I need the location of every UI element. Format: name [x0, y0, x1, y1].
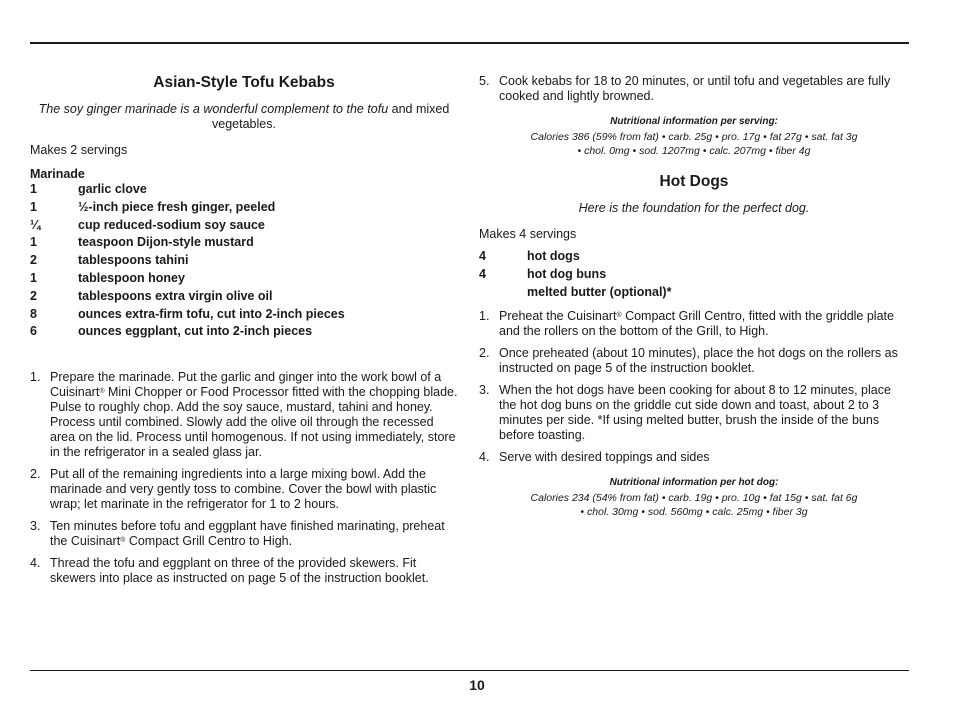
- step-text-part: Compact Grill Centro, fitted with the griddle plate and the rollers on the bottom of the Grill, to High.: [499, 309, 894, 339]
- nutrition-line: Calories 234 (54% from fat) • carb. 19g • pro. 10g • fat 15g • sat. fat 6g: [530, 492, 858, 505]
- ingredient-row: [30, 234, 458, 252]
- instruction-step: [30, 556, 458, 586]
- servings-text: Makes 2 servings: [30, 143, 128, 157]
- ingredient-item: tablespoon honey: [78, 270, 185, 285]
- ingredient-item: garlic clove: [78, 182, 147, 196]
- instruction-step: [479, 383, 909, 443]
- step-number: 1.: [30, 370, 41, 385]
- nutrition-line: Calories 386 (59% from fat) • carb. 25g • pro. 17g • fat 27g • sat. fat 3g: [530, 131, 858, 143]
- ingredient-qty: 2: [30, 253, 37, 268]
- ingredient-row: [30, 270, 458, 288]
- ingredient-item: melted butter (optional)*: [527, 284, 672, 299]
- nutrition-heading: Nutritional information per hot dog:: [609, 477, 779, 489]
- recipe-intro: Here is the foundation for the perfect dog.: [578, 201, 810, 215]
- bottom-rule: [30, 670, 909, 671]
- step-number: 3.: [30, 519, 41, 534]
- registered-mark: ®: [616, 312, 622, 320]
- ingredient-row: [30, 181, 458, 199]
- ingredient-item: ounces eggplant, cut into 2-inch pieces: [78, 324, 313, 339]
- ingredient-row: [30, 252, 458, 270]
- step-text-part: Prepare the marinade. Put the garlic and ginger into the work bowl of a Cuisinart: [50, 370, 442, 400]
- ingredient-qty: 4: [479, 249, 486, 263]
- ingredient-item: ½-inch piece fresh ginger, peeled: [78, 199, 276, 214]
- step-text: Serve with desired toppings and sides: [499, 450, 710, 465]
- ingredient-row: [30, 306, 458, 324]
- page-number: 10: [469, 677, 485, 693]
- ingredient-item: hot dog buns: [527, 266, 607, 281]
- nutrition-heading: Nutritional information per serving:: [610, 116, 778, 127]
- step-number: 4.: [479, 450, 490, 465]
- nutrition-info: [479, 491, 909, 519]
- instruction-list-continued: [479, 74, 909, 104]
- recipe-title-hot-dogs: Hot Dogs: [659, 173, 729, 190]
- step-text: Thread the tofu and eggplant on three of the provided skewers. Fit skewers into place as instructed on page 5 of the instruction booklet.: [50, 556, 429, 586]
- step-number: 2.: [479, 346, 490, 361]
- instruction-list: [30, 370, 458, 586]
- step-text-part: Mini Chopper or Food Processor fitted with the chopping blade. Pulse to roughly chop. Add the soy sauce, mustard, tahini and honey. Process until combined. Slowly add the olive oil through the recessed area on the lid. Process until homogenous. If not using immediately, store in the refrigerator in a sealed glass jar.: [50, 385, 458, 460]
- nutrition-line: • chol. 30mg • sod. 560mg • calc. 25mg • fiber 3g: [580, 506, 808, 519]
- recipe-intro: [30, 102, 458, 132]
- step-text: When the hot dogs have been cooking for about 8 to 12 minutes, place the hot dog buns on the griddle cut side down and toast, about 2 to 3 minutes per side. *If using melted butter, brush the inside of the buns before toasting.: [499, 383, 891, 443]
- ingredient-row: [30, 199, 458, 217]
- step-number: 2.: [30, 467, 41, 482]
- step-text-part: Compact Grill Centro to High.: [125, 534, 293, 549]
- ingredient-row: [479, 266, 909, 284]
- step-text: [50, 519, 458, 549]
- instruction-step: [30, 467, 458, 512]
- ingredient-list: [479, 248, 909, 301]
- step-text: Once preheated (about 10 minutes), place the hot dogs on the rollers as instructed on page 5 of the instruction booklet.: [499, 346, 898, 376]
- step-text: [499, 309, 909, 339]
- registered-mark: ®: [120, 537, 126, 545]
- instruction-step: [479, 450, 909, 465]
- registered-mark: ®: [99, 388, 105, 396]
- left-column: [30, 74, 458, 593]
- right-column: [479, 74, 909, 519]
- ingredient-qty: 1: [30, 235, 37, 250]
- ingredient-item: teaspoon Dijon-style mustard: [78, 235, 254, 250]
- instruction-step: [30, 519, 458, 549]
- instruction-step: [479, 74, 909, 104]
- ingredient-qty: 4: [479, 266, 486, 281]
- instruction-step: [30, 370, 458, 460]
- ingredient-row: [30, 323, 458, 341]
- step-number: 5.: [479, 74, 490, 88]
- step-number: 3.: [479, 383, 490, 398]
- ingredient-qty: [479, 284, 527, 302]
- step-number: 1.: [479, 309, 490, 324]
- instruction-list: [479, 309, 909, 465]
- ingredient-qty: 1: [30, 199, 37, 214]
- top-rule: [30, 42, 909, 44]
- ingredient-qty: 1: [30, 182, 37, 196]
- nutrition-info: [479, 130, 909, 158]
- ingredient-row: [30, 288, 458, 306]
- step-text: Put all of the remaining ingredients into a large mixing bowl. Add the marinade and very gently toss to combine. Cover the bowl with plastic wrap; let marinate in the refrigerator for 1 to 2 hours.: [50, 467, 437, 512]
- ingredient-qty: 1: [30, 270, 37, 285]
- ingredient-item: hot dogs: [527, 249, 580, 263]
- ingredient-item: ounces extra-firm tofu, cut into 2-inch pieces: [78, 306, 345, 321]
- ingredient-item: cup reduced-sodium soy sauce: [78, 217, 265, 232]
- instruction-step: [479, 309, 909, 339]
- ingredient-item: tablespoons tahini: [78, 253, 189, 268]
- ingredient-list: [30, 181, 458, 341]
- step-text: [50, 370, 458, 460]
- intro-rest: and mixed vegetables.: [212, 102, 450, 131]
- step-text-part: Preheat the Cuisinart: [499, 309, 617, 324]
- servings-text: Makes 4 servings: [479, 227, 577, 241]
- ingredient-qty: ¼: [30, 217, 41, 232]
- recipe-title-tofu-kebabs: Asian-Style Tofu Kebabs: [153, 74, 335, 91]
- ingredient-qty: 6: [30, 324, 37, 339]
- ingredient-item: tablespoons extra virgin olive oil: [78, 288, 273, 303]
- step-number: 4.: [30, 556, 41, 571]
- ingredient-row: [30, 217, 458, 235]
- ingredient-row: [479, 248, 909, 266]
- ingredient-qty: 8: [30, 306, 37, 321]
- ingredient-qty: 2: [30, 288, 37, 303]
- marinade-heading: Marinade: [30, 167, 85, 181]
- instruction-step: [479, 346, 909, 376]
- step-text: Cook kebabs for 18 to 20 minutes, or until tofu and vegetables are fully cooked and lightly browned.: [499, 74, 891, 103]
- intro-italic: The soy ginger marinade is a wonderful complement to the tofu: [38, 102, 389, 116]
- ingredient-row: [479, 284, 909, 302]
- nutrition-line: • chol. 0mg • sod. 1207mg • calc. 207mg • fiber 4g: [577, 145, 811, 157]
- step-text-part: Ten minutes before tofu and eggplant have finished marinating, preheat the Cuisinart: [50, 519, 445, 549]
